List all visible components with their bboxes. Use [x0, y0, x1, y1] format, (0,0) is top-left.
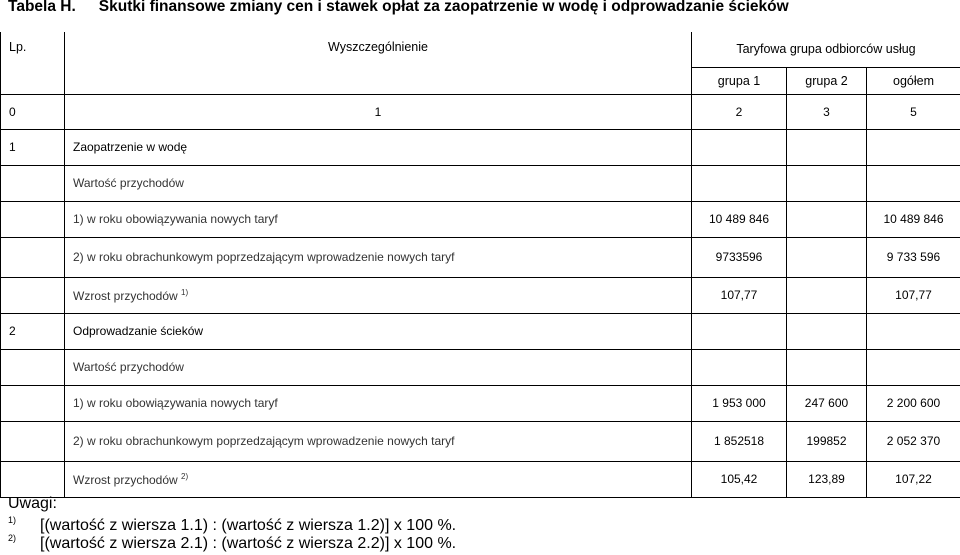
lp-cell [1, 421, 65, 461]
value-cell: 1 953 000 [692, 385, 787, 421]
row-label-text: 1) w roku obowiązywania nowych taryf [73, 396, 278, 410]
index-cell: 2 [692, 94, 787, 129]
value-cell [787, 277, 867, 313]
lp-cell [1, 385, 65, 421]
lp-cell [1, 461, 65, 497]
value-cell [692, 349, 787, 385]
section-name: Odprowadzanie ścieków [65, 313, 692, 349]
value-cell: 107,77 [692, 277, 787, 313]
row-label [65, 201, 692, 237]
index-cell: 5 [867, 94, 960, 129]
row-label [65, 385, 692, 421]
value-cell: 9733596 [692, 237, 787, 277]
value-cell: 107,22 [867, 461, 960, 497]
row-label [65, 349, 692, 385]
row-label-text: 2) w roku obrachunkowym poprzedzającym wprowadzenie nowych taryf [73, 250, 455, 264]
value-cell: 9 733 596 [867, 237, 960, 277]
value-cell [867, 165, 960, 201]
value-cell [867, 313, 960, 349]
value-cell [787, 165, 867, 201]
value-cell: 2 200 600 [867, 385, 960, 421]
value-cell [787, 349, 867, 385]
row-label-text: Wzrost przychodów [73, 288, 178, 303]
value-cell [692, 165, 787, 201]
table-row [1, 349, 960, 385]
lp-cell [1, 237, 65, 277]
row-label [65, 237, 692, 277]
notes-title: Uwagi: [8, 495, 57, 512]
value-cell: 247 600 [787, 385, 867, 421]
value-cell: 107,77 [867, 277, 960, 313]
value-cell [787, 237, 867, 277]
financial-effects-table [0, 32, 960, 498]
row-label-text: 2) w roku obrachunkowym poprzedzającym wprowadzenie nowych taryf [73, 434, 455, 448]
row-label-text: 1) w roku obowiązywania nowych taryf [73, 212, 278, 226]
value-cell: 123,89 [787, 461, 867, 497]
footnote-text: [(wartość z wiersza 2.1) : (wartość z wiersza 2.2)] x 100 %. [40, 535, 457, 552]
index-row [1, 94, 960, 129]
table-label: Tabela H. [8, 0, 76, 15]
value-cell: 1 852518 [692, 421, 787, 461]
footnote-text: [(wartość z wiersza 1.1) : (wartość z wiersza 1.2)] x 100 %. [40, 517, 457, 534]
section-number: 2 [1, 313, 65, 349]
table-title [8, 0, 789, 16]
row-label-text: Wzrost przychodów [73, 472, 178, 487]
index-cell: 0 [1, 94, 65, 129]
row-label-text: Wartość przychodów [73, 360, 184, 374]
footnote-ref: 2) [181, 471, 189, 481]
value-cell [787, 129, 867, 165]
table-row [1, 165, 960, 201]
value-cell: 10 489 846 [867, 201, 960, 237]
footnote-ref: 1) [181, 287, 189, 297]
value-cell [692, 129, 787, 165]
section-number: 1 [1, 129, 65, 165]
total-header: ogółem [867, 67, 960, 94]
row-label [65, 421, 692, 461]
value-cell: 199852 [787, 421, 867, 461]
value-cell [692, 313, 787, 349]
value-cell: 2 052 370 [867, 421, 960, 461]
section-row [1, 129, 960, 165]
table-row [1, 277, 960, 313]
index-cell: 3 [787, 94, 867, 129]
value-cell [787, 201, 867, 237]
footnote-marker: 1) [8, 515, 17, 525]
table-header-row [1, 32, 960, 67]
footnote-marker: 2) [8, 533, 17, 543]
value-cell: 10 489 846 [692, 201, 787, 237]
index-cell: 1 [65, 94, 692, 129]
value-cell [867, 129, 960, 165]
lp-cell [1, 165, 65, 201]
row-label [65, 277, 692, 313]
table-row [1, 201, 960, 237]
group-2-header: grupa 2 [787, 67, 867, 94]
section-row [1, 313, 960, 349]
section-name: Zaopatrzenie w wodę [65, 129, 692, 165]
group-header: Taryfowa grupa odbiorców usług [692, 32, 960, 67]
spec-header: Wyszczególnienie [65, 32, 692, 94]
table-row [1, 461, 960, 497]
lp-cell [1, 201, 65, 237]
table-row [1, 421, 960, 461]
table-title-text: Skutki finansowe zmiany cen i stawek opłat za zaopatrzenie w wodę i odprowadzanie ścieków [98, 0, 789, 15]
value-cell [867, 349, 960, 385]
lp-header: Lp. [1, 32, 65, 94]
row-label-text: Wartość przychodów [73, 176, 184, 190]
value-cell: 105,42 [692, 461, 787, 497]
lp-cell [1, 349, 65, 385]
lp-cell [1, 277, 65, 313]
group-1-header: grupa 1 [692, 67, 787, 94]
row-label [65, 165, 692, 201]
table-row [1, 385, 960, 421]
value-cell [787, 313, 867, 349]
table-row [1, 237, 960, 277]
row-label [65, 461, 692, 497]
